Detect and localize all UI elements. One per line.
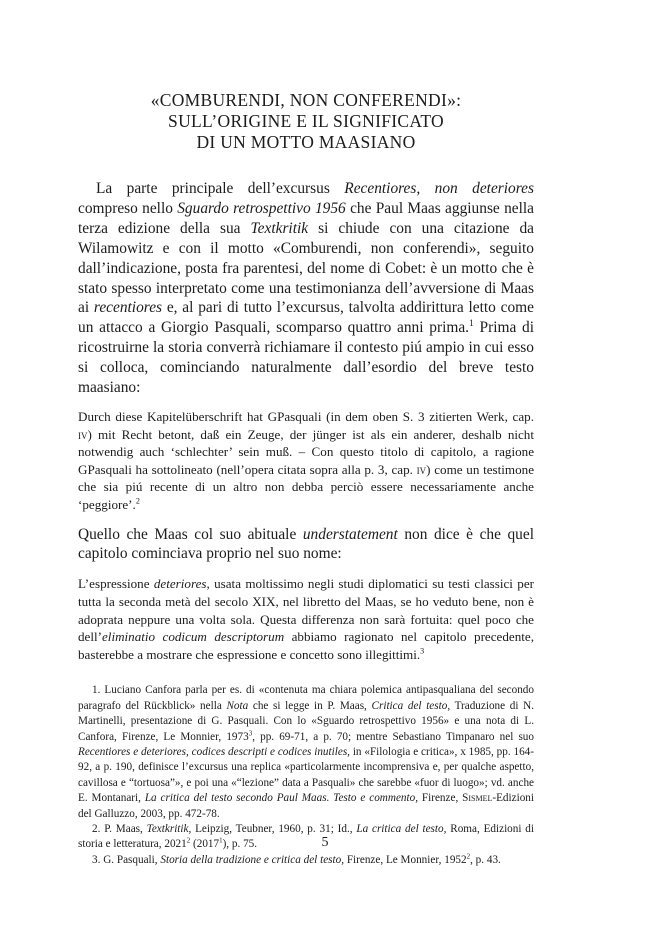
footnote-1: 1. Luciano Canfora parla per es. di «contenuta ma chiara polemica antipasqualiana del secondo paragrafo del Rückblick» nella Nota che si legge in P. Maas, Critica del testo, Traduzione di N. Martinelli, presentazione di G. Pasquali. Con lo «Sguardo retrospettivo 1956» e una nota di L. Canfora, Firenze, Le Monnier, 1973$^3$, pp. 69-71, a p. 70; mentre Sebastiano Timpanaro nel suo Recentiores e deteriores, codices descripti e codices inutiles, in «Filologia e critica», x 1985, pp. 164-92, a p. 190, definisce l’excursus una replica «particolarmente incomprensiva e, per qualche aspetto, cavillosa e “tortuosa”», e poi una «“lezione” data a Pasquali» che sarebbe «fuor di luogo»; vd. anche E. Montanari, La critica del testo secondo Paul Maas. Testo e commento, Firenze, Sismel-Edizioni del Galluzzo, 2003, pp. 472-78. (78, 684, 535, 820)
page-content (78, 0, 534, 868)
footnote-ref-1[interactable]: 1 (469, 318, 474, 330)
title-line-1: «COMBURENDI, NON CONFERENDI»: (150, 90, 462, 110)
page-number: 5 (321, 835, 329, 850)
footnote-3: 3. G. Pasquali, Storia della tradizione e critica del testo, Firenze, Le Monnier, 1952$^2$, p. 43. (92, 852, 501, 866)
chapter-title (78, 90, 534, 153)
footnote-ref-2[interactable]: 2 (135, 496, 140, 506)
footnote-ref-3[interactable]: 3 (420, 646, 425, 656)
footnote-2: 2. P. Maas, Textkritik, Leipzig, Teubner, 1960, p. 31; Id., La critica del testo, Roma, Edizioni di storia e letteratura, 2021$^2$ (2017$^1$), p. 75. (78, 822, 534, 851)
paragraph-2: Quello che Maas col suo abituale understatement non dice è che quel capitolo cominciava proprio nel suo nome: (78, 525, 534, 563)
title-line-3: DI UN MOTTO MAASIANO (196, 132, 416, 152)
paragraph-1: La parte principale dell’excursus Recentiores, non deteriores compreso nello Sguardo retrospettivo 1956 che Paul Maas aggiunse nella terza edizione della sua Textkritik si chiude con una citazione da Wilamowitz e con il motto «Comburendi, non conferendi», seguito dall’indicazione, posta fra parentesi, del nome di Cobet: è un motto che è stato spesso interpretato come una testimonianza dell’avversione di Maas ai recentiores e, al pari di tutto l’excursus, talvolta addirittura letto come un attacco a Giorgio Pasquali, scomparso quattro anni prima.$^1$ Prima di ricostruirne la storia converrà richiamare il contesto piú ampio in cui esso si colloca, cominciando naturalmente dall’esordio del breve testo maasiano: (78, 180, 535, 397)
block-quote-1: Durch diese Kapitelüberschrift hat GPasquali (in dem oben S. 3 zitierten Werk, cap. iv) mit Recht betont, daß ein Zeuge, der jünger ist als ein anderer, deshalb nicht notwendig auch ‘schlechter’ sein muß. – Con questo titolo di capitolo, a ragione GPasquali ha sottolineato (nell’opera citata sopra alla p. 3, cap. iv) come un testimone che sia piú recente di un altro non debba perciò essere necessariamente anche ‘peggiore’.$^2$ (78, 408, 535, 512)
title-line-2: SULL’ORIGINE E IL SIGNIFICATO (168, 111, 444, 131)
block-quote-2: L’espressione deteriores, usata moltissimo negli studi diplomatici su testi classici per tutta la seconda metà del secolo XIX, nel libretto del Maas, se ho veduto bene, non è adoprata neppure una volta sola. Questa differenza non sarà fortuita: quel poco che dell’eliminatio codicum descriptorum abbiamo ragionato nel capitolo precedente, basterebbe a mostrare che espressione e concetto sono illegittimi.$^3$ (78, 576, 534, 662)
